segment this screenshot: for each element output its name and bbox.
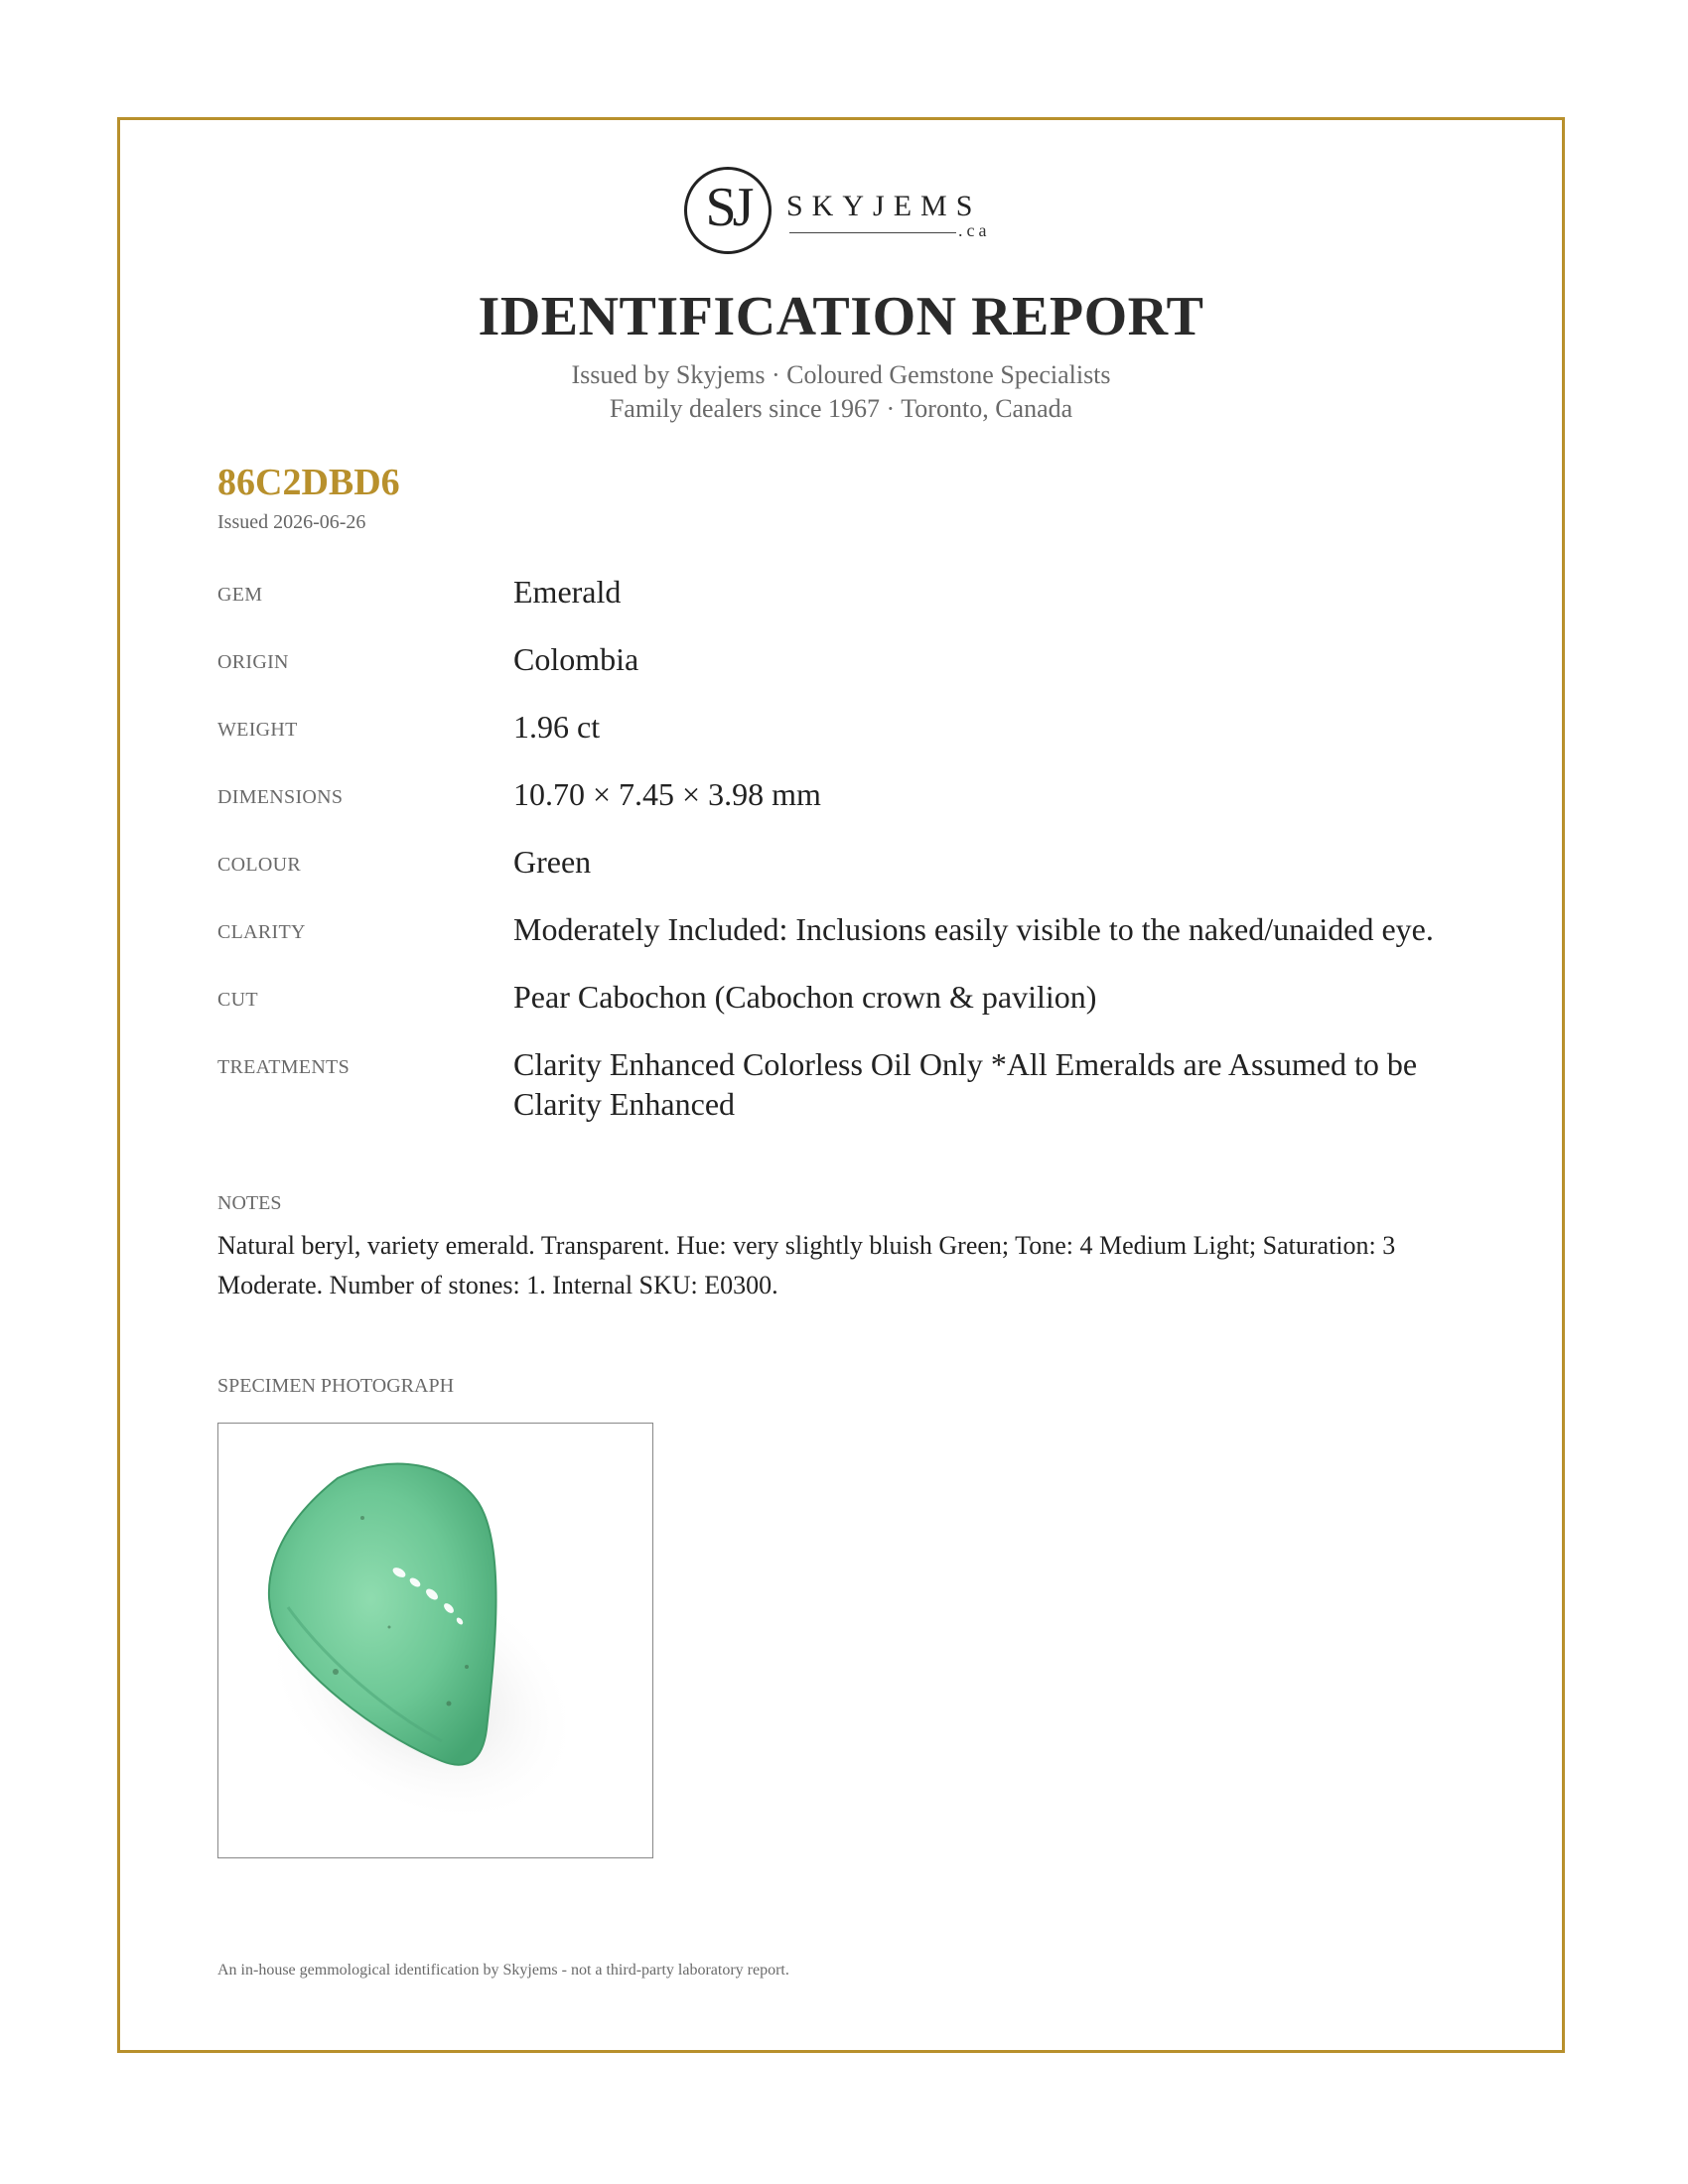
field-label-colour: COLOUR bbox=[217, 854, 302, 876]
report-title: IDENTIFICATION REPORT bbox=[478, 286, 1204, 347]
field-label-weight: WEIGHT bbox=[217, 719, 298, 741]
footer-disclaimer: An in-house gemmological identification by Skyjems - not a third-party laboratory report. bbox=[217, 1962, 789, 1979]
field-value-weight: 1.96 ct bbox=[513, 709, 601, 745]
dealer-line: Family dealers since 1967 · Toronto, Canada bbox=[609, 394, 1073, 423]
notes-label: NOTES bbox=[217, 1192, 282, 1214]
field-value-colour: Green bbox=[513, 844, 592, 880]
field-value-gem: Emerald bbox=[513, 574, 622, 610]
field-label-cut: CUT bbox=[217, 989, 258, 1011]
logo-monogram: SJ bbox=[705, 177, 751, 238]
logo-rule bbox=[789, 232, 956, 233]
notes-text: Natural beryl, variety emerald. Transparent. Hue: very slightly bluish Green; Tone: 4 Medium Light; Saturation: 3 Moderate. Number of stones: 1. Internal SKU: E0300. bbox=[217, 1231, 1396, 1299]
emerald-cabochon-image bbox=[218, 1424, 651, 1856]
logo-wordmark: SKYJEMS bbox=[786, 190, 982, 222]
specimen-photograph bbox=[217, 1423, 653, 1858]
field-value-origin: Colombia bbox=[513, 641, 639, 677]
field-value-clarity: Moderately Included: Inclusions easily visible to the naked/unaided eye. bbox=[513, 911, 1434, 947]
report-id: 86C2DBD6 bbox=[217, 462, 400, 503]
field-value-treatments: Clarity Enhanced Colorless Oil Only *All Emeralds are Assumed to be Clarity Enhanced bbox=[513, 1046, 1418, 1122]
field-value-dimensions: 10.70 × 7.45 × 3.98 mm bbox=[513, 776, 821, 812]
logo-suffix: .ca bbox=[958, 220, 991, 240]
field-label-origin: ORIGIN bbox=[217, 651, 289, 673]
field-label-clarity: CLARITY bbox=[217, 921, 306, 943]
field-label-gem: GEM bbox=[217, 584, 263, 606]
issued-date: Issued 2026-06-26 bbox=[217, 511, 366, 533]
field-label-dimensions: DIMENSIONS bbox=[217, 786, 344, 808]
skyjems-logo bbox=[684, 164, 1012, 263]
issuer-line: Issued by Skyjems · Coloured Gemstone Specialists bbox=[571, 360, 1111, 389]
field-value-cut: Pear Cabochon (Cabochon crown & pavilion) bbox=[513, 979, 1097, 1015]
field-label-treatments: TREATMENTS bbox=[217, 1056, 350, 1078]
photo-label: SPECIMEN PHOTOGRAPH bbox=[217, 1375, 455, 1397]
